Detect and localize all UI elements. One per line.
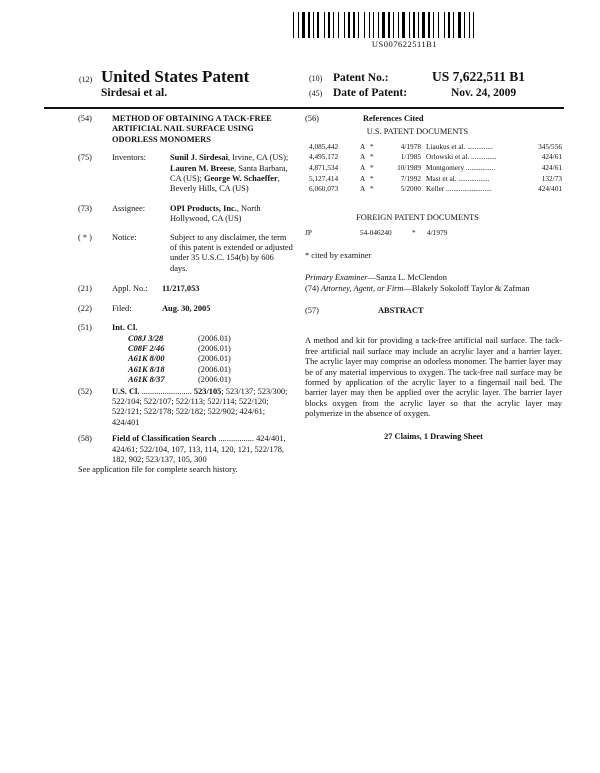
filed-code: (22) <box>78 303 92 313</box>
leader-dots: ........................ <box>141 386 192 396</box>
reference-no: 4,871,534 <box>309 163 339 172</box>
reference-inventor: Keller <box>426 184 445 194</box>
barcode-bar <box>469 12 470 38</box>
barcode-bar <box>378 12 379 38</box>
barcode-bar <box>333 12 334 38</box>
barcode-bar <box>358 12 359 38</box>
barcode-bar <box>364 12 365 38</box>
inventors-field <box>78 153 293 195</box>
field-code: (58) <box>78 434 92 444</box>
inventor-short: Sirdesai et al. <box>101 87 168 99</box>
int-cl-code: A61K 8/00 <box>128 354 165 364</box>
barcode-bar <box>315 12 316 38</box>
left-column <box>78 114 293 476</box>
reference-date: 10/1989 <box>397 163 421 172</box>
reference-kind: A <box>360 184 366 194</box>
reference-cls: 424/401 <box>538 184 562 194</box>
reference-inventor: Liaukus et al. <box>426 141 466 151</box>
reference-date: 4/1978 <box>400 141 421 151</box>
barcode-bar <box>335 12 337 38</box>
us-reference-row <box>309 163 565 174</box>
us-reference-row <box>309 142 565 153</box>
attorney-label: Attorney, Agent, or Firm <box>321 283 404 293</box>
reference-inventor: Orlowski et al. <box>426 152 470 162</box>
filed-value: Aug. 30, 2005 <box>162 303 211 313</box>
int-cl-label: Int. Cl. <box>112 323 138 333</box>
barcode-bar <box>313 12 314 38</box>
int-cl-row <box>128 354 293 364</box>
barcode-bar <box>413 12 415 38</box>
barcode-bar <box>448 12 450 38</box>
reference-no: 5,127,414 <box>309 173 339 183</box>
reference-kind: A <box>360 152 366 162</box>
inventors-list <box>170 153 293 195</box>
appl-value: 11/217,053 <box>162 284 200 294</box>
patent-date-label: Date of Patent: <box>333 87 408 99</box>
reference-date: 7/1992 <box>400 173 421 183</box>
barcode-bar <box>346 12 347 38</box>
barcode-bar <box>438 12 439 38</box>
us-cl-primary: 523/105 <box>193 386 222 396</box>
us-documents-heading: U.S. PATENT DOCUMENTS <box>366 127 469 137</box>
assignee-value <box>170 204 293 225</box>
reference-name <box>426 184 524 195</box>
foreign-country: JP <box>305 228 312 238</box>
document-title: United States Patent <box>101 67 250 86</box>
barcode-bar <box>324 12 325 38</box>
patent-number-row <box>309 69 525 85</box>
foreign-reference-row <box>305 228 565 239</box>
notice-text: Subject to any disclaimer, the term of this patent is extended or adjusted under 35 U.S.C. 154(b) by 606 days. <box>170 232 293 273</box>
appl-code: (21) <box>78 284 92 294</box>
reference-cls: 424/61 <box>541 163 562 172</box>
barcode-bar <box>371 12 372 38</box>
examiner-label: Primary Examiner <box>305 273 368 283</box>
reference-no: 4,495,172 <box>309 152 339 162</box>
assignee-code: (73) <box>78 203 92 213</box>
int-cl-row <box>128 375 293 385</box>
us-references-table <box>305 142 565 195</box>
barcode-bar <box>406 12 408 38</box>
barcode-bar <box>300 12 301 38</box>
barcode-bar <box>451 12 452 38</box>
filed-label: Filed: <box>112 303 132 313</box>
inventors-code: (75) <box>78 153 92 163</box>
barcode-bar <box>426 12 427 38</box>
barcode-bar <box>435 12 437 38</box>
field-label: Field of Classification Search <box>112 434 217 444</box>
reference-kind: A <box>360 163 366 172</box>
inventor-name: George W. Schaeffer <box>203 174 278 184</box>
int-cl-code: A61K 8/18 <box>128 364 165 374</box>
int-cl-version: (2006.01) <box>198 354 231 364</box>
barcode-bar <box>375 12 377 38</box>
examiner-name: —Sanza L. McClendon <box>367 273 447 283</box>
int-cl-row <box>128 334 293 344</box>
header-code-12: (12) <box>79 75 93 84</box>
attorney-code: (74) <box>305 283 319 293</box>
patent-number-label: Patent No.: <box>333 72 389 84</box>
barcode-bar <box>382 12 385 38</box>
barcode-bar <box>298 12 299 38</box>
abstract-title: ABSTRACT <box>378 306 424 315</box>
inventor-location: , Beverly Hills, CA (US) <box>170 174 280 194</box>
reference-name <box>426 174 524 185</box>
abstract-heading-row <box>305 306 565 316</box>
int-cl-field <box>78 323 293 333</box>
barcode-bar <box>462 12 463 38</box>
int-cl-version: (2006.01) <box>198 343 231 353</box>
int-cl-row <box>128 344 293 354</box>
leader-dots: ................ <box>465 163 496 172</box>
leader-dots: ................. <box>218 434 254 444</box>
reference-name <box>426 152 524 163</box>
claims-summary: 27 Claims, 1 Drawing Sheet <box>384 431 483 441</box>
barcode-bar <box>453 12 454 38</box>
int-cl-code: (51) <box>78 323 92 333</box>
reference-star: * <box>370 173 374 183</box>
barcode-bar <box>420 12 421 38</box>
barcode-bar <box>409 12 410 38</box>
us-cl-list: ; 523/137; 523/300; 522/104; 522/107; 522/113; 522/114; 522/120; 522/121; 522/178; 522/182; 522/902; 424/61; 424/401 <box>112 386 288 427</box>
foreign-documents-heading: FOREIGN PATENT DOCUMENTS <box>356 212 479 222</box>
us-reference-row <box>309 152 565 163</box>
barcode-bar <box>411 12 412 38</box>
us-reference-row <box>309 184 565 195</box>
barcode-bar <box>320 12 323 38</box>
invention-title: METHOD OF OBTAINING A TACK-FREE ARTIFICIAL NAIL SURFACE USING ODORLESS MONOMERS <box>112 114 272 144</box>
reference-no: 4,085,442 <box>309 141 339 151</box>
int-cl-table <box>78 334 293 386</box>
patent-date-row <box>309 87 516 99</box>
barcode-bar <box>306 12 307 38</box>
title-field <box>78 114 293 145</box>
barcode-bar <box>440 12 443 38</box>
barcode-bar <box>475 12 477 38</box>
abstract-code: (57) <box>305 306 319 315</box>
inventors-label: Inventors: <box>112 153 146 163</box>
assignee-field <box>78 204 293 225</box>
field-of-search <box>78 434 293 465</box>
field-value <box>112 434 292 465</box>
reference-inventor: Montgomery <box>426 163 465 172</box>
leader-dots: .............. <box>471 152 497 162</box>
barcode-bar <box>395 12 397 38</box>
header-rule <box>44 107 564 109</box>
barcode-bar <box>431 12 432 38</box>
notice-label: Notice: <box>112 232 137 242</box>
barcode-bar <box>422 12 425 38</box>
barcode-bar <box>433 12 434 38</box>
barcode-bar <box>380 12 381 38</box>
us-cl-label: U.S. Cl. <box>112 386 140 396</box>
appl-label: Appl. No.: <box>112 284 148 294</box>
notice-code: ( * ) <box>78 232 92 242</box>
barcode-bar <box>326 12 327 38</box>
barcode-bar <box>386 12 387 38</box>
patent-date-value: Nov. 24, 2009 <box>451 87 517 99</box>
barcode-bar <box>328 12 330 38</box>
us-cl-value <box>112 387 292 429</box>
barcode-bar <box>466 12 468 38</box>
reference-inventor: Mast et al. <box>426 173 457 183</box>
barcode-bar <box>293 12 294 38</box>
barcode-bar <box>366 12 368 38</box>
barcode-bar <box>428 12 430 38</box>
int-cl-version: (2006.01) <box>198 364 231 374</box>
barcode-bar <box>458 12 461 38</box>
barcode-bar <box>295 12 297 38</box>
barcode-bar <box>416 12 417 38</box>
field-list: 424/401, 424/61; 522/104, 107, 113, 114, 120, 121, 522/178, 182, 902; 523/137, 105, 300 <box>112 434 286 464</box>
barcode-bar <box>455 12 457 38</box>
barcode-bar <box>391 12 392 38</box>
assignee-name: OPI Products, Inc. <box>170 203 237 213</box>
reference-cls: 424/61 <box>541 152 562 162</box>
barcode-bar <box>317 12 319 38</box>
reference-star: * <box>370 152 374 162</box>
barcode-bar <box>398 12 399 38</box>
barcode-bar <box>471 12 472 38</box>
primary-examiner <box>305 273 565 283</box>
barcode-bar <box>356 12 357 38</box>
inventor-location: , Irvine, CA (US); <box>227 153 289 163</box>
reference-star: * <box>370 184 374 194</box>
int-cl-version: (2006.01) <box>198 333 231 343</box>
barcode-bar <box>308 12 310 38</box>
reference-star: * <box>370 163 374 172</box>
cited-by-examiner: * cited by examiner <box>305 250 372 260</box>
right-column <box>305 114 565 442</box>
assignee-label: Assignee: <box>112 203 146 213</box>
int-cl-row <box>128 365 293 375</box>
attorney-name: —Blakely Sokoloff Taylor & Zafman <box>403 283 530 293</box>
barcode <box>293 12 516 38</box>
barcode-bar <box>388 12 390 38</box>
int-cl-code: C08J 3/28 <box>128 333 164 343</box>
int-cl-version: (2006.01) <box>198 375 231 385</box>
foreign-number: 54-046240 <box>360 228 392 238</box>
abstract-text: A method and kit for providing a tack-free artificial nail surface. The tack-free artificial nail surface may include an acrylic layer and a barrier layer. The acrylic layer may comprise an odorless monomer. The barrier layer may be of any material impervious to oxygen. The tack-free nail surface may be formed by application of the acrylic layer to a fingernail nail bed. The barrier layer may then be applied over the acrylic layer. The barrier layer blocks oxygen from the acrylic layer so that the acrylic layer may polymerize in the absence of oxygen. <box>305 336 562 419</box>
barcode-bar <box>340 12 343 38</box>
reference-date: 5/2000 <box>400 184 421 194</box>
appl-no-field <box>78 284 293 294</box>
barcode-bar <box>351 12 352 38</box>
barcode-bar <box>402 12 405 38</box>
reference-name <box>426 142 524 153</box>
barcode-bar <box>360 12 363 38</box>
leader-dots: ................. <box>458 173 490 183</box>
barcode-bar <box>348 12 350 38</box>
reference-kind: A <box>360 141 366 151</box>
barcode-bar <box>444 12 445 38</box>
leader-dots: .............. <box>467 141 493 151</box>
reference-cls: 132/73 <box>541 173 562 183</box>
barcode-bar <box>464 12 465 38</box>
int-cl-code: A61K 8/37 <box>128 375 165 385</box>
foreign-date: 4/1979 <box>427 228 448 238</box>
header-code-10: (10) <box>309 74 323 83</box>
references-heading-row <box>305 114 565 124</box>
title-code: (54) <box>78 114 92 123</box>
barcode-bar <box>400 12 401 38</box>
inventor-location: , Santa Barbara, CA (US); <box>170 163 288 184</box>
us-reference-row <box>309 174 565 185</box>
reference-date: 1/1985 <box>400 152 421 162</box>
foreign-star: * <box>412 228 416 238</box>
reference-cls: 345/556 <box>538 141 562 151</box>
reference-no: 6,060,073 <box>309 184 339 194</box>
references-code: (56) <box>305 114 319 123</box>
barcode-bar <box>446 12 447 38</box>
us-cl-code: (52) <box>78 386 92 396</box>
references-title: References Cited <box>363 114 424 123</box>
barcode-bar <box>369 12 370 38</box>
barcode-bar <box>473 12 474 38</box>
barcode-bar <box>344 12 345 38</box>
patent-number-value: US 7,622,511 B1 <box>432 69 526 84</box>
barcode-bar <box>373 12 374 38</box>
barcode-bar <box>311 12 312 38</box>
reference-kind: A <box>360 173 366 183</box>
barcode-bar <box>353 12 355 38</box>
reference-star: * <box>370 141 374 151</box>
patent-header-left <box>79 67 249 87</box>
header-code-45: (45) <box>309 89 323 98</box>
inventor-name: Sunil J. Sirdesai <box>170 153 228 163</box>
barcode-bar <box>418 12 419 38</box>
reference-name <box>426 163 524 174</box>
filed-field <box>78 304 293 314</box>
barcode-bar <box>331 12 332 38</box>
notice-field <box>78 233 293 275</box>
inventor-name: Lauren M. Breese <box>170 163 235 173</box>
search-history-note: See application file for complete search history. <box>78 465 238 475</box>
assignee-location: , North Hollywood, CA (US) <box>170 203 261 224</box>
barcode-number: US007622511B1 <box>371 39 438 49</box>
int-cl-code: C08F 2/46 <box>128 343 165 353</box>
barcode-bar <box>393 12 394 38</box>
barcode-bar <box>338 12 339 38</box>
leader-dots: ......................... <box>446 184 492 194</box>
attorney <box>305 284 530 294</box>
us-cl-field <box>78 387 293 429</box>
barcode-bar <box>302 12 305 38</box>
